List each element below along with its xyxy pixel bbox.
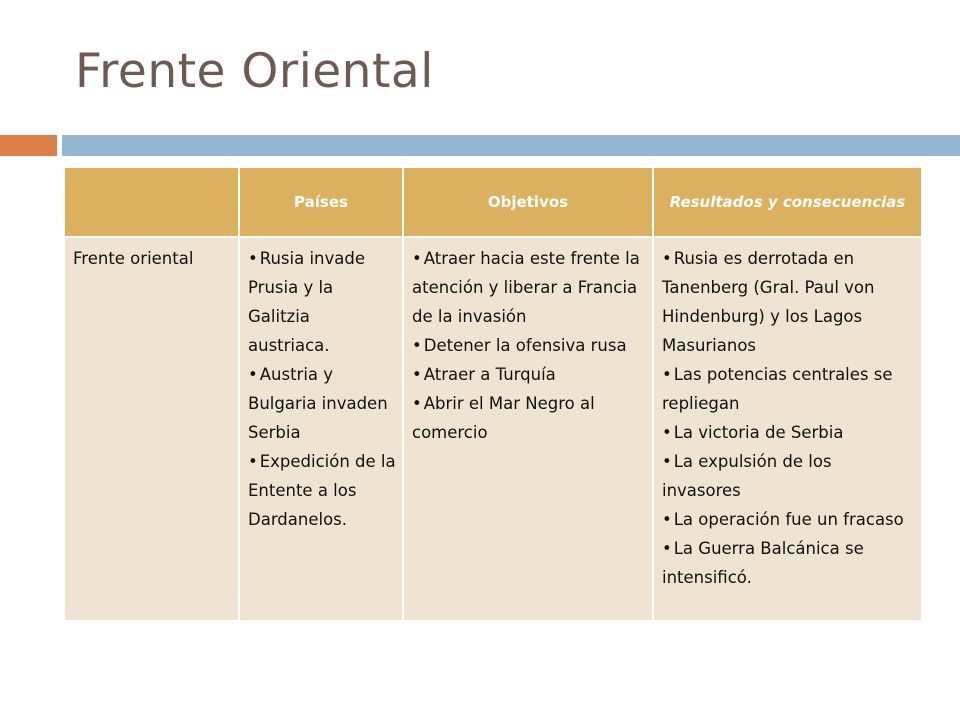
objetivos-list [412,244,646,447]
front-table [65,168,921,620]
list-item: • Expedición de la Entente a los Dardanelos. [248,447,396,534]
list-item: • Abrir el Mar Negro al comercio [412,389,646,447]
list-item: • Atraer a Turquía [412,360,646,389]
list-item: • Detener la ofensiva rusa [412,331,646,360]
list-item: • Rusia invade Prusia y la Galitzia austriaca. [248,244,396,360]
paises-list [248,244,396,534]
list-item: • La victoria de Serbia [662,418,915,447]
header-empty [65,168,239,237]
row-label-cell [65,237,239,620]
list-item: • Atraer hacia este frente la atención y liberar a Francia de la invasión [412,244,646,331]
list-item: • La Guerra Balcánica se intensificó. [662,534,915,592]
row-label: Frente oriental [73,249,194,268]
objetivos-cell [403,237,653,620]
table-header-row [65,168,921,237]
list-item: • Las potencias centrales se repliegan [662,360,915,418]
resultados-list [662,244,915,592]
list-item: • Rusia es derrotada en Tanenberg (Gral. Paul von Hindenburg) y los Lagos Masurianos [662,244,915,360]
table-row [65,237,921,620]
header-objetivos: Objetivos [403,168,653,237]
list-item: • La operación fue un fracaso [662,505,915,534]
header-paises: Países [239,168,403,237]
list-item: • La expulsión de los invasores [662,447,915,505]
resultados-cell [653,237,921,620]
slide-title: Frente Oriental [75,44,434,99]
accent-bar-blue [62,135,960,156]
header-resultados: Resultados y consecuencias [653,168,921,237]
accent-bar-orange [0,135,57,156]
paises-cell [239,237,403,620]
list-item: • Austria y Bulgaria invaden Serbia [248,360,396,447]
